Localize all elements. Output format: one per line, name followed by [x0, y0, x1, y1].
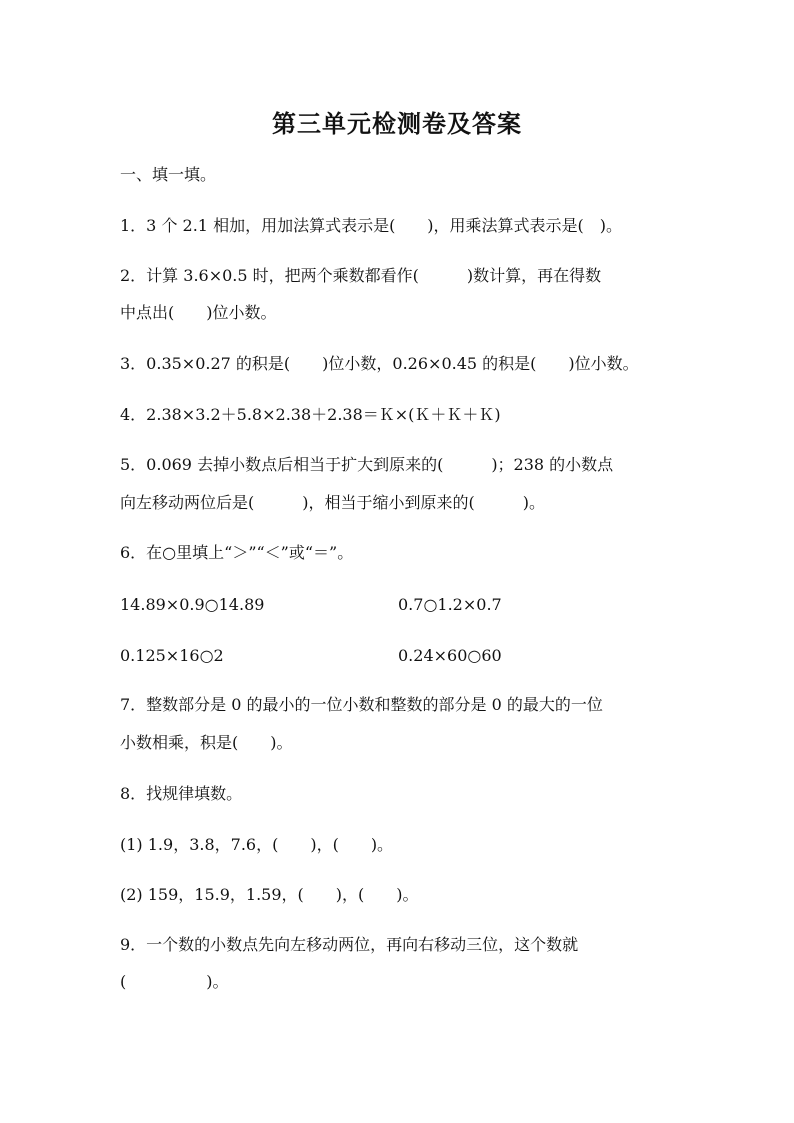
question-7-line-2: 小数相乘，积是( )。 — [120, 733, 293, 752]
question-9-line-1: 9．一个数的小数点先向左移动两位，再向右移动三位，这个数就 — [120, 935, 579, 954]
question-3: 3．0.35×0.27 的积是( )位小数，0.26×0.45 的积是( )位小数。 — [120, 354, 639, 373]
page-title: 第三单元检测卷及答案 — [272, 110, 522, 138]
question-4: 4．2.38×3.2＋5.8×2.38＋2.38＝Ｋ×(Ｋ＋Ｋ＋Ｋ) — [120, 405, 501, 424]
question-8-part-1: (1) 1.9，3.8，7.6，( )，( )。 — [120, 835, 394, 854]
section-heading: 一、填一填。 — [120, 165, 217, 184]
question-5-line-1: 5．0.069 去掉小数点后相当于扩大到原来的( )；238 的小数点 — [120, 455, 614, 474]
question-2-line-1: 2．计算 3.6×0.5 时，把两个乘数都看作( )数计算，再在得数 — [120, 266, 602, 285]
comparison-3: 0.125×16○2 — [120, 646, 224, 665]
question-9-line-2: ( )。 — [120, 972, 229, 991]
question-6: 6．在○里填上“＞”“＜”或“＝”。 — [120, 543, 354, 562]
comparison-1: 14.89×0.9○14.89 — [120, 595, 265, 614]
question-8: 8．找规律填数。 — [120, 784, 243, 803]
comparison-2: 0.7○1.2×0.7 — [398, 595, 502, 614]
comparison-4: 0.24×60○60 — [398, 646, 502, 665]
question-7-line-1: 7．整数部分是 0 的最小的一位小数和整数的部分是 0 的最大的一位 — [120, 695, 603, 714]
question-2-line-2: 中点出( )位小数。 — [120, 303, 277, 322]
question-8-part-2: (2) 159，15.9，1.59，( )，( )。 — [120, 885, 419, 904]
question-5-line-2: 向左移动两位后是( )，相当于缩小到原来的( )。 — [120, 493, 545, 512]
question-1: 1．3 个 2.1 相加，用加法算式表示是( )，用乘法算式表示是( )。 — [120, 216, 623, 235]
